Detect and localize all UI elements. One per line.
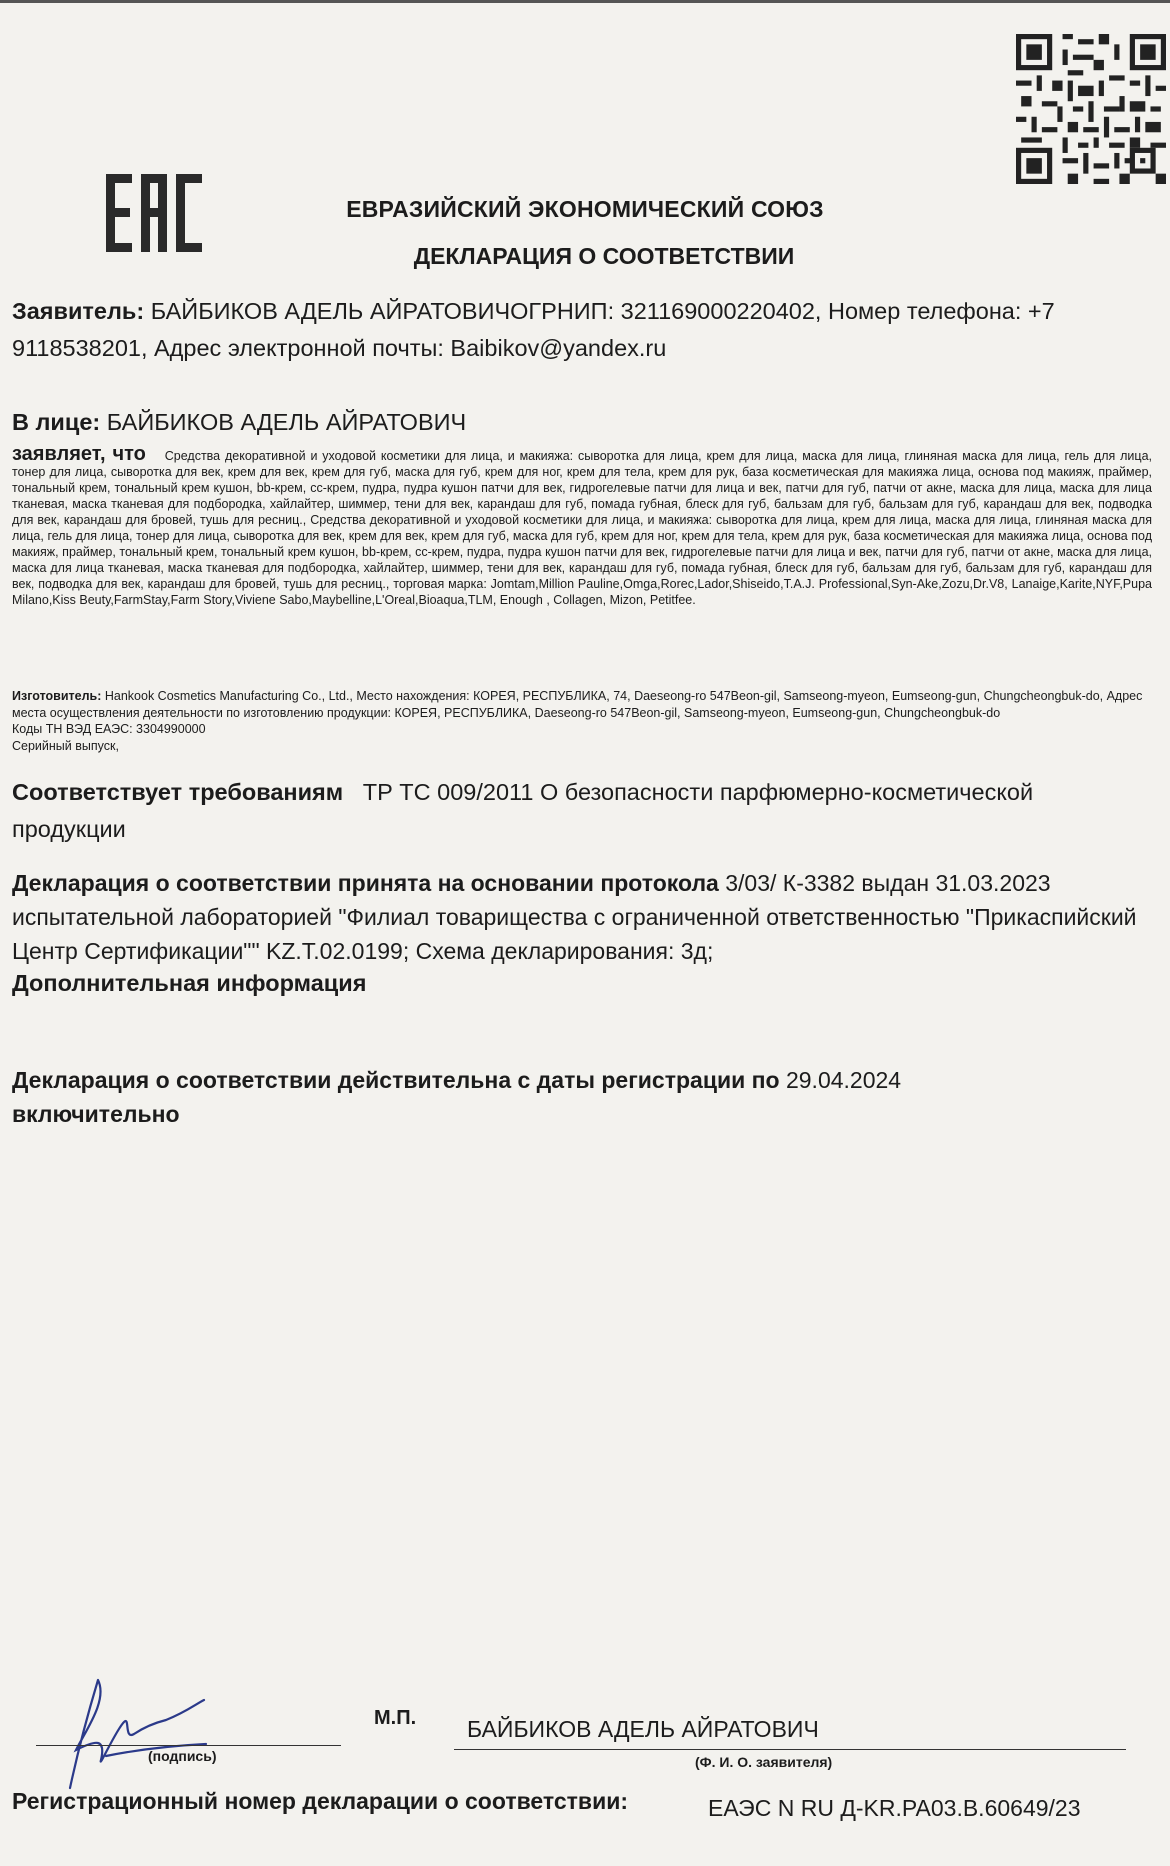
registration-label: Регистрационный номер декларации о соответствии: xyxy=(12,1788,629,1814)
union-title: ЕВРАЗИЙСКИЙ ЭКОНОМИЧЕСКИЙ СОЮЗ xyxy=(346,196,824,222)
name-caption: (Ф. И. О. заявителя) xyxy=(695,1754,833,1770)
manufacturer-section xyxy=(12,688,1152,754)
applicant-text: БАЙБИКОВ АДЕЛЬ АЙРАТОВИЧОГРНИП: 321169000220402, Номер телефона: +7 9118538201, Адрес электронной почты: Baibikov@yandex.ru xyxy=(12,298,1055,361)
declares-label: заявляет, что xyxy=(12,443,146,465)
seal-place-label: М.П. xyxy=(374,1707,417,1729)
declares-section xyxy=(12,443,1153,608)
extra-info-label: Дополнительная информация xyxy=(12,970,367,996)
person-label: В лице: xyxy=(12,409,101,435)
manufacturer-text: Hankook Cosmetics Manufacturing Co., Ltd., Место нахождения: КОРЕЯ, РЕСПУБЛИКА, 74, Daeseong-ro 547Beon-gil, Samseong-myeon, Eumseong-gun, Chungcheongbuk-do, Адрес места осуществления деятельности по изготовлению продукции: КОРЕЯ, РЕСПУБЛИКА, Daeseong-ro 547Beon-gil, Samseong-myeon, Eumseong-gun, Chungcheongbuk-do xyxy=(12,689,1143,720)
person-section xyxy=(12,404,1152,441)
validity-label: Декларация о соответствии действительна с даты регистрации по xyxy=(12,1067,780,1093)
person-text: БАЙБИКОВ АДЕЛЬ АЙРАТОВИЧ xyxy=(106,409,467,435)
manufacturer-label: Изготовитель: xyxy=(12,689,102,703)
serial-release: Серийный выпуск, xyxy=(12,738,119,753)
complies-label: Соответствует требованиям xyxy=(12,779,344,805)
signature-area xyxy=(0,1660,1170,1866)
name-line xyxy=(454,1749,1126,1750)
hs-codes: Коды ТН ВЭД ЕАЭС: 3304990000 xyxy=(12,722,206,736)
applicant-section xyxy=(12,293,1152,367)
applicant-label: Заявитель: xyxy=(12,298,145,324)
basis-section xyxy=(12,866,1152,968)
validity-date: 29.04.2024 xyxy=(785,1067,902,1093)
validity-suffix: включительно xyxy=(12,1101,180,1127)
complies-section xyxy=(12,774,1152,848)
signature-icon xyxy=(46,1660,236,1790)
applicant-full-name: БАЙБИКОВ АДЕЛЬ АЙРАТОВИЧ xyxy=(467,1716,819,1742)
basis-text: 3/03/ К-3382 выдан 31.03.2023 испытательной лабораторией "Филиал товарищества с ограниченной ответственностью "Прикаспийский Центр Сертификации"" KZ.T.02.0199; Схема декларирования: 3д; xyxy=(12,870,1137,964)
signature-caption: (подпись) xyxy=(148,1748,217,1764)
signature-line xyxy=(36,1745,341,1746)
top-border xyxy=(0,0,1170,3)
complies-text: ТР ТС 009/2011 О безопасности парфюмерно-косметической продукции xyxy=(12,779,1034,842)
basis-label: Декларация о соответствии принята на основании протокола xyxy=(12,870,719,896)
registration-number: ЕАЭС N RU Д-KR.PA03.B.60649/23 xyxy=(708,1795,1081,1821)
qr-code-icon xyxy=(1016,34,1166,184)
declares-text: Средства декоративной и уходовой косметики для лица, и макияжа: сыворотка для лица, крем для лица, маска для лица, глиняная маска для лица, гель для лица, тонер для лица, сыворотка для век, крем для век, крем для губ, маска для губ, крем для ног, крем для тела, крем для рук, база косметическая для макияжа лица, основа под макияж, праймер, тональный крем, тональный крем кушон, bb-крем, cc-крем, пудра, пудра кушон патчи для век, гидрогелевые патчи для лица и век, патчи для губ, патчи от акне, маска для лица, маска для лица тканевая, маска тканевая для подбородка, хайлайтер, шиммер, тени для век, карандаш для губ, помада губная, блеск для губ, бальзам для губ, бальзам для губ, карандаш для век, подводка для век, карандаш для бровей, тушь для ресниц., Средства декоративной и уходовой косметики для лица, и макияжа: сыворотка для лица, крем для лица, маска для лица, глиняная маска для лица, гель для лица, тонер для лица, сыворотка для век, крем для век, крем для губ, маска для губ, крем для ног, крем для тела, крем для рук, база косметическая для макияжа лица, основа под макияж, праймер, тональный крем, тональный крем кушон, bb-крем, cc-крем, пудра, пудра кушон патчи для век, гидрогелевые патчи для лица и век, патчи для губ, патчи от акне, маска для лица, маска для лица тканевая, маска тканевая для подбородка, хайлайтер, шиммер, тени для век, карандаш для губ, помада губная, блеск для губ, бальзам для губ, бальзам для губ, карандаш для век, подводка для век, карандаш для бровей, тушь для ресниц., торговая марка: Jomtam,Million Pauline,Omga,Rorec,Lador,Shiseido,T.A.J. Professional,Syn-Ake,Zozu,Dr.V8, Lanaige,Karite,NYF,Pupa Milano,Kiss Beuty,FarmStay,Farm Story,Viviene Sabo,Maybelline,L'Oreal,Bioaqua,TLM, Enough , Collagen, Mizon, Petitfee. xyxy=(12,449,1153,607)
extra-info-section xyxy=(12,965,1152,1002)
validity-section xyxy=(12,1063,1152,1131)
document-title: ДЕКЛАРАЦИЯ О СООТВЕТСТВИИ xyxy=(413,243,795,269)
